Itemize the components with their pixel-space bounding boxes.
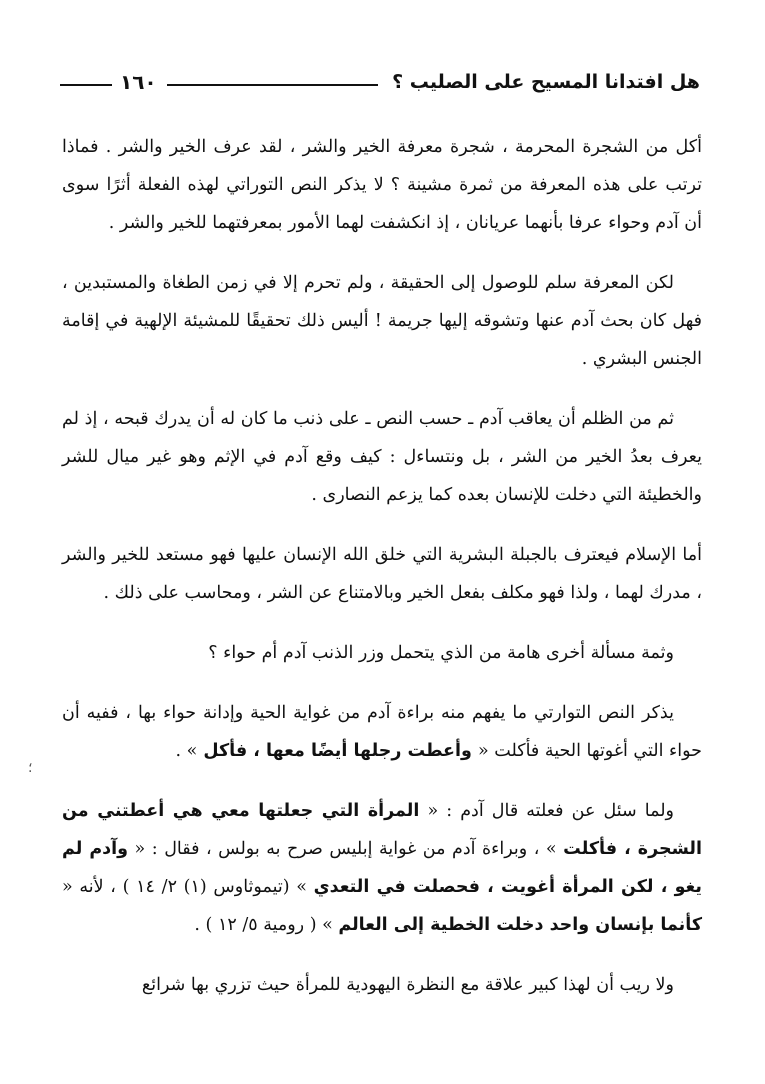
header-rule-short (60, 84, 112, 86)
paragraph-7-seg1: ولما سئل عن فعلته قال آدم : « (419, 801, 674, 821)
page-header (60, 62, 700, 102)
paragraph-2: لكن المعرفة سلم للوصول إلى الحقيقة ، ولم تحرم إلا في زمن الطغاة والمستبدين ، فهل كان بحث آدم عنها وتشوقه إليها جريمة ! أليس ذلك تحقيقًا للمشيئة الإلهية في إقامة الجنس البشري . (62, 273, 702, 369)
margin-mark: ؛ (28, 760, 33, 776)
paragraph-1: أكل من الشجرة المحرمة ، شجرة معرفة الخير والشر ، لقد عرف الخير والشر . فماذا ترتب على هذه المعرفة من ثمرة مشينة ؟ لا يذكر النص التوراتي لهذه الفعلة أثرًا سوى أن آدم وحواء عرفا بأنهما عريانان ، إذ انكشفت لهما الأمور بمعرفتهما للخير والشر . (62, 137, 702, 233)
paragraph-8: ولا ريب أن لهذا كبير علاقة مع النظرة اليهودية للمرأة حيث تزري بها شرائع (141, 975, 674, 995)
paragraph-7-quote-3: كأنما بإنسان واحد دخلت الخطية إلى العالم (338, 915, 702, 935)
running-title: هل افتدانا المسيح على الصليب ؟ (392, 71, 700, 93)
paragraph-7 (62, 792, 702, 944)
header-rule (167, 84, 379, 86)
paragraph-6-quote: وأعطت رجلها أيضًا معها ، فأكل (197, 741, 478, 761)
paragraph-7-quote-2: وآدم لم يغو ، لكن المرأة أغويت ، فحصلت في التعدي (62, 839, 702, 897)
paragraph-7-quote-1: المرأة التي جعلتها معي هي أعطتني من الشجرة ، فأكلت (62, 801, 703, 859)
page-body (62, 128, 702, 1026)
paragraph-7-seg5: » (تيموثاوس (١) ٢/ ١٤ ) ، لأنه « (62, 877, 314, 897)
paragraph-6-end: » . (175, 741, 198, 761)
paragraph-6 (62, 694, 702, 770)
paragraph-3: ثم من الظلم أن يعاقب آدم ـ حسب النص ـ على ذنب ما كان له أن يدرك قبحه ، إذ لم يعرف بعدُ الخير من الشر ، بل ونتساءل : كيف وقع آدم في الإثم وهو غير ميال للشر والخطيئة التي دخلت للإنسان بعده كما يزعم النصارى . (62, 409, 702, 505)
paragraph-6-text: يذكر النص التوارتي ما يفهم منه براءة آدم من غواية الحية وإدانة حواء بها ، ففيه أن حواء التي أغوتها الحية فأكلت « (62, 703, 702, 761)
paragraph-7-seg3: » ، وبراءة آدم من غواية إبليس صرح به بولس ، فقال : « (128, 839, 564, 859)
page-number: ١٦٠ (120, 70, 157, 94)
paragraph-7-seg7: » ( رومية ٥/ ١٢ ) . (194, 915, 339, 935)
paragraph-5: وثمة مسألة أخرى هامة من الذي يتحمل وزر الذنب آدم أم حواء ؟ (208, 643, 674, 663)
paragraph-4: أما الإسلام فيعترف بالجبلة البشرية التي خلق الله الإنسان عليها فهو مستعد للخير والشر ، مدرك لهما ، ولذا فهو مكلف بفعل الخير وبالامتناع عن الشر ، ومحاسب على ذلك . (62, 545, 702, 603)
